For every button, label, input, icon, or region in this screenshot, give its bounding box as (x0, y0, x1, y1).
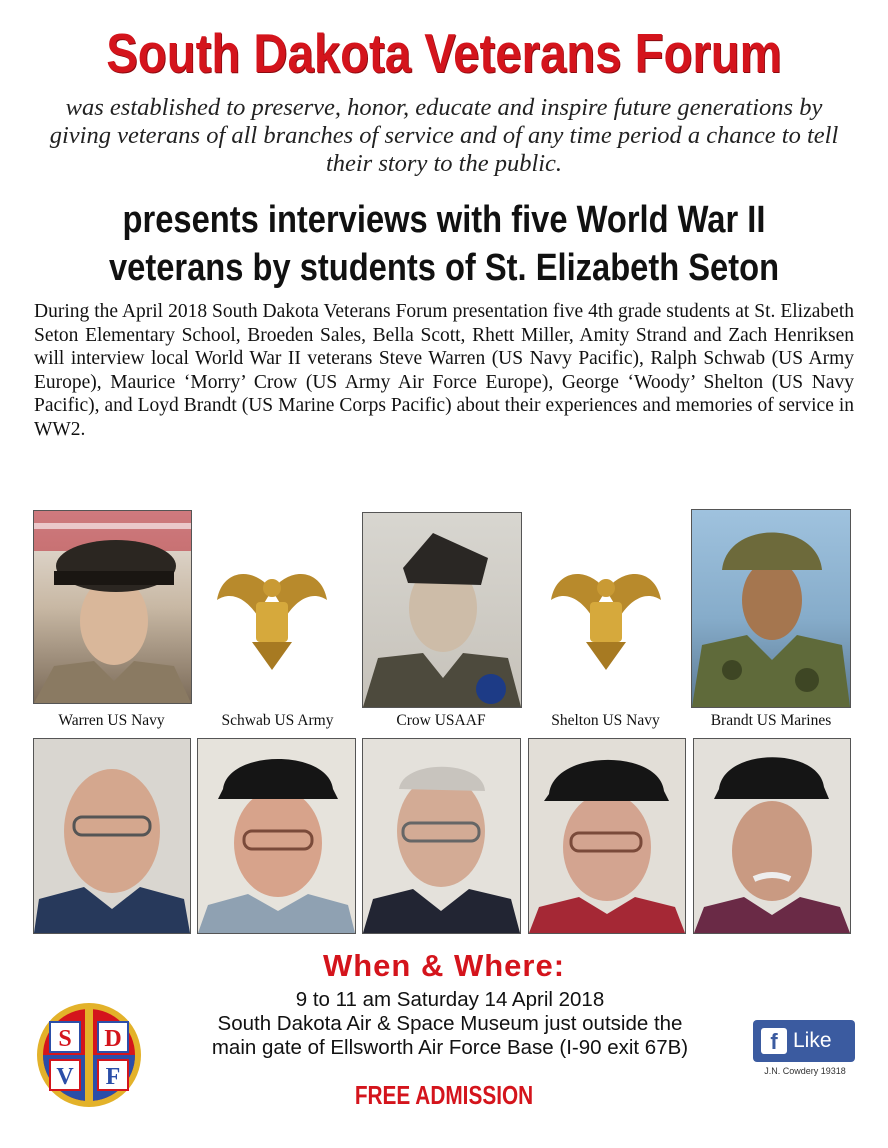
caption-brandt: Brandt US Marines (710, 712, 832, 729)
event-time: 9 to 11 am Saturday 14 April 2018 (295, 988, 605, 1011)
portrait-schwab-today (197, 738, 356, 934)
eagle-insignia-icon (546, 560, 666, 672)
free-admission: FREE ADMISSION (354, 1080, 534, 1110)
facebook-like-label: Like (793, 1029, 832, 1052)
when-where-heading: When & Where: (322, 948, 566, 983)
logo-letter-d: D (104, 1026, 122, 1052)
presents-line-2: veterans by students of St. Elizabeth Seton (108, 247, 780, 289)
eagle-insignia-icon (212, 560, 332, 672)
sdvf-logo (34, 1000, 144, 1110)
portrait-crow-today (362, 738, 521, 934)
caption-schwab: Schwab US Army (221, 712, 334, 729)
page-title: South Dakota Veterans Forum (106, 22, 782, 84)
facebook-icon: f (761, 1028, 787, 1054)
tagline: was established to preserve, honor, educate and inspire future generations by giving veterans of all branches of service and of any time period a chance to tell their story to the public. (49, 94, 839, 177)
event-location-line-1: South Dakota Air & Space Museum just outside the (217, 1012, 683, 1035)
event-details (150, 988, 750, 1060)
logo-letter-f: F (105, 1064, 121, 1090)
portrait-brandt-young (691, 509, 851, 708)
event-location-line-2: main gate of Ellsworth Air Force Base (I-90 exit 67B) (211, 1036, 689, 1059)
logo-letter-v: V (56, 1064, 74, 1090)
designer-credit: J.N. Cowdery 19318 (764, 1066, 846, 1076)
portrait-warren-young (33, 510, 192, 704)
portrait-crow-young (362, 512, 522, 708)
facebook-like-button[interactable] (753, 1020, 855, 1062)
logo-letter-s: S (58, 1026, 72, 1052)
caption-crow: Crow USAAF (396, 712, 486, 729)
portrait-shelton-today (528, 738, 686, 934)
portrait-warren-today (33, 738, 191, 934)
caption-warren: Warren US Navy (58, 712, 165, 729)
event-description: During the April 2018 South Dakota Veterans Forum presentation five 4th grade students at St. Elizabeth Seton Elementary School, Broeden Sales, Bella Scott, Rhett Miller, Amity Strand and Zach Henriksen will interview local World War II veterans Steve Warren (US Navy Pacific), Ralph Schwab (US Army Europe), Maurice ‘Morry’ Crow (US Army Air Force Europe), George ‘Woody’ Shelton (US Navy Pacific), and Loyd Brandt (US Marine Corps Pacific) about their experiences and memories of service in WW2. (34, 301, 854, 440)
caption-shelton: Shelton US Navy (551, 712, 660, 729)
presents-line-1: presents interviews with five World War II (122, 199, 766, 241)
presents-heading (62, 196, 826, 292)
portrait-brandt-today (693, 738, 851, 934)
